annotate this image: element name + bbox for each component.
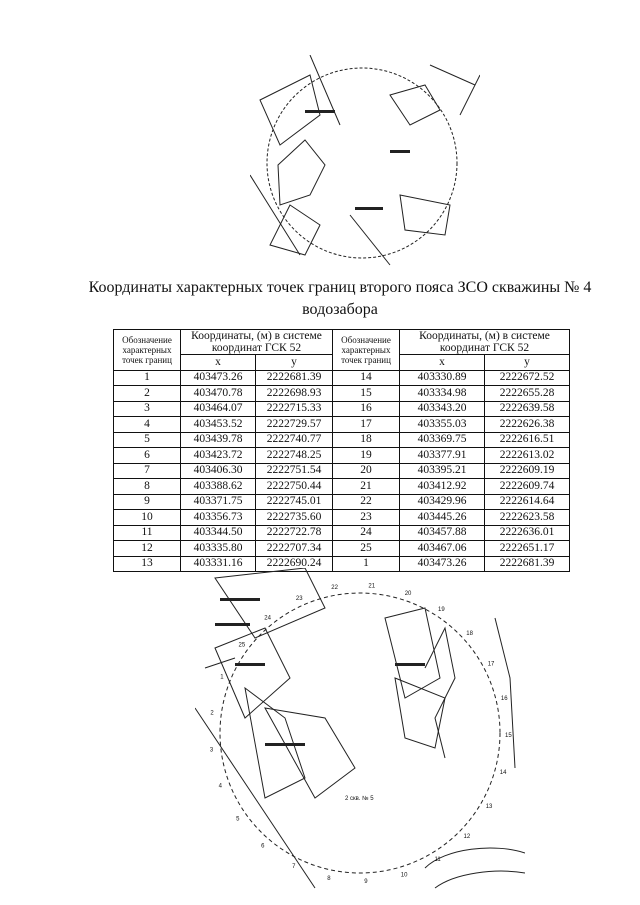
table-cell-coord-y: 2222729.57 [256, 417, 333, 433]
table-cell-point-id: 21 [333, 479, 400, 495]
table-cell-coord-x: 403344.50 [181, 525, 256, 541]
boundary-point-label: 5 [236, 816, 240, 823]
boundary-point-label: 15 [505, 733, 512, 740]
table-cell-coord-y: 2222681.39 [485, 556, 570, 572]
boundary-point-label: 8 [327, 876, 331, 882]
table-cell-coord-y: 2222613.02 [485, 448, 570, 464]
table-cell-coord-y: 2222751.54 [256, 463, 333, 479]
table-cell-point-id: 11 [114, 525, 181, 541]
table-cell-point-id: 12 [114, 541, 181, 557]
table-cell-coord-y: 2222745.01 [256, 494, 333, 510]
boundary-point-label: 22 [331, 585, 338, 592]
zone-map-bottom [195, 568, 525, 905]
table-cell-coord-y: 2222672.52 [485, 370, 570, 386]
table-row [114, 401, 570, 417]
table-cell-coord-y: 2222707.34 [256, 541, 333, 557]
boundary-point-label: 6 [261, 843, 265, 850]
table-cell-coord-x: 403467.06 [400, 541, 485, 557]
table-cell-coord-x: 403395.21 [400, 463, 485, 479]
boundary-point-label: 2 [210, 710, 214, 717]
table-cell-coord-y: 2222651.17 [485, 541, 570, 557]
table-cell-point-id: 3 [114, 401, 181, 417]
zone-map-top [250, 55, 480, 270]
table-cell-coord-x: 403335.80 [181, 541, 256, 557]
table-cell-coord-x: 403343.20 [400, 401, 485, 417]
table-cell-coord-y: 2222722.78 [256, 525, 333, 541]
table-cell-point-id: 9 [114, 494, 181, 510]
table-cell-point-id: 20 [333, 463, 400, 479]
table-cell-coord-x: 403331.16 [181, 556, 256, 572]
table-cell-point-id: 5 [114, 432, 181, 448]
table-cell-point-id: 17 [333, 417, 400, 433]
table-cell-point-id: 1 [114, 370, 181, 386]
col-header-coords: Координаты, (м) в системе координат ГСК 52 [181, 330, 333, 355]
boundary-point-label: 17 [487, 661, 495, 668]
table-cell-coord-x: 403464.07 [181, 401, 256, 417]
table-row [114, 525, 570, 541]
table-cell-coord-x: 403473.26 [181, 370, 256, 386]
table-cell-coord-x: 403355.03 [400, 417, 485, 433]
table-cell-coord-x: 403429.96 [400, 494, 485, 510]
col-header-x-2: x [400, 355, 485, 371]
table-row [114, 448, 570, 464]
table-row [114, 541, 570, 557]
boundary-point-label: 12 [463, 833, 471, 840]
table-row [114, 494, 570, 510]
table-cell-coord-y: 2222614.64 [485, 494, 570, 510]
table-cell-coord-y: 2222748.25 [256, 448, 333, 464]
table-cell-coord-x: 403388.62 [181, 479, 256, 495]
table-cell-coord-x: 403412.92 [400, 479, 485, 495]
table-cell-coord-x: 403371.75 [181, 494, 256, 510]
table-cell-coord-y: 2222616.51 [485, 432, 570, 448]
table-cell-coord-x: 403445.26 [400, 510, 485, 526]
table-cell-coord-y: 2222740.77 [256, 432, 333, 448]
col-header-point-2: Обозначение характерных точек границ [333, 330, 400, 371]
table-cell-coord-y: 2222735.60 [256, 510, 333, 526]
table-cell-point-id: 10 [114, 510, 181, 526]
boundary-point-label: 10 [400, 872, 408, 879]
table-cell-coord-y: 2222715.33 [256, 401, 333, 417]
page-title: Координаты характерных точек границ второго пояса ЗСО скважины № 4 водозабора [88, 279, 592, 318]
table-cell-coord-y: 2222655.28 [485, 386, 570, 402]
boundary-point-label: 23 [295, 596, 303, 603]
table-row [114, 386, 570, 402]
table-cell-point-id: 13 [114, 556, 181, 572]
coordinates-table [113, 329, 570, 572]
table-cell-point-id: 4 [114, 417, 181, 433]
boundary-point-label: 18 [466, 631, 473, 638]
boundary-point-label: 11 [434, 857, 441, 864]
table-cell-point-id: 15 [333, 386, 400, 402]
table-cell-point-id: 25 [333, 541, 400, 557]
table-cell-coord-x: 403369.75 [400, 432, 485, 448]
well-label: 2 скв. № 5 [345, 796, 374, 802]
boundary-point-label: 1 [220, 674, 224, 681]
table-cell-point-id: 23 [333, 510, 400, 526]
table-cell-coord-y: 2222690.24 [256, 556, 333, 572]
table-cell-coord-y: 2222698.93 [256, 386, 333, 402]
table-cell-coord-y: 2222623.58 [485, 510, 570, 526]
table-cell-coord-x: 403334.98 [400, 386, 485, 402]
table-cell-coord-y: 2222681.39 [256, 370, 333, 386]
table-cell-coord-x: 403406.30 [181, 463, 256, 479]
table-cell-coord-y: 2222609.19 [485, 463, 570, 479]
table-cell-point-id: 8 [114, 479, 181, 495]
table-cell-coord-x: 403470.78 [181, 386, 256, 402]
table-row [114, 479, 570, 495]
table-cell-coord-y: 2222750.44 [256, 479, 333, 495]
col-header-y-2: y [485, 355, 570, 371]
table-row [114, 417, 570, 433]
table-cell-coord-x: 403377.91 [400, 448, 485, 464]
table-cell-point-id: 18 [333, 432, 400, 448]
table-cell-point-id: 14 [333, 370, 400, 386]
boundary-point-label: 24 [264, 615, 271, 622]
boundary-point-label: 13 [485, 804, 493, 811]
col-header-y: y [256, 355, 333, 371]
boundary-point-label: 4 [218, 783, 222, 790]
table-cell-coord-y: 2222626.38 [485, 417, 570, 433]
table-cell-point-id: 6 [114, 448, 181, 464]
boundary-point-label: 3 [209, 747, 214, 754]
col-header-point: Обозначение характерных точек границ [114, 330, 181, 371]
col-header-x: x [181, 355, 256, 371]
table-cell-coord-y: 2222609.74 [485, 479, 570, 495]
boundary-point-label: 16 [500, 696, 508, 703]
table-cell-coord-x: 403330.89 [400, 370, 485, 386]
boundary-point-label: 25 [238, 642, 246, 649]
boundary-point-label: 20 [404, 590, 412, 597]
table-cell-point-id: 19 [333, 448, 400, 464]
table-cell-point-id: 22 [333, 494, 400, 510]
boundary-point-label: 19 [438, 607, 445, 614]
table-cell-coord-x: 403457.88 [400, 525, 485, 541]
col-header-coords-2: Координаты, (м) в системе координат ГСК 52 [400, 330, 570, 355]
table-cell-coord-x: 403439.78 [181, 432, 256, 448]
boundary-point-label: 9 [364, 878, 368, 885]
table-cell-coord-x: 403356.73 [181, 510, 256, 526]
boundary-point-label: 21 [368, 583, 376, 590]
table-cell-point-id: 24 [333, 525, 400, 541]
table-cell-point-id: 2 [114, 386, 181, 402]
table-cell-coord-x: 403473.26 [400, 556, 485, 572]
boundary-point-label: 7 [292, 864, 296, 870]
table-cell-coord-y: 2222639.58 [485, 401, 570, 417]
table-row [114, 432, 570, 448]
boundary-point-label: 14 [499, 769, 507, 776]
table-cell-coord-x: 403453.52 [181, 417, 256, 433]
table-cell-coord-y: 2222636.01 [485, 525, 570, 541]
table-row [114, 510, 570, 526]
table-row [114, 463, 570, 479]
table-cell-point-id: 16 [333, 401, 400, 417]
table-cell-point-id: 1 [333, 556, 400, 572]
table-cell-point-id: 7 [114, 463, 181, 479]
table-cell-coord-x: 403423.72 [181, 448, 256, 464]
table-row [114, 370, 570, 386]
